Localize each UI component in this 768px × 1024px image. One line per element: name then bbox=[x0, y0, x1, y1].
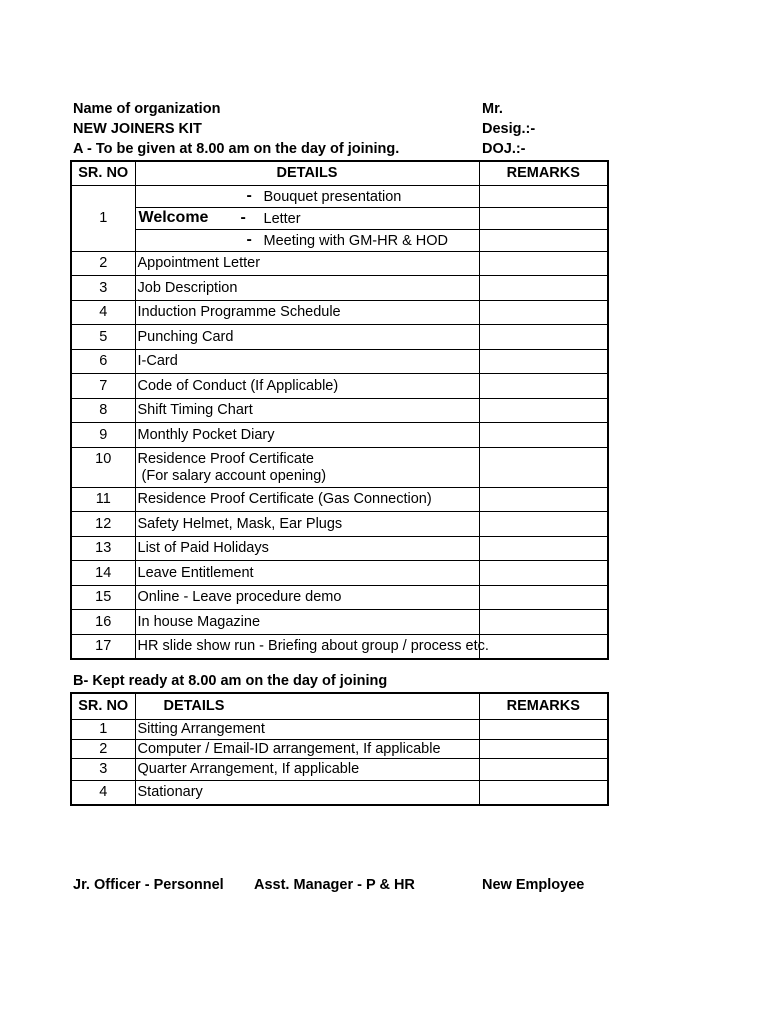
details-cell: Online - Leave procedure demo bbox=[135, 585, 479, 610]
details-cell: Monthly Pocket Diary bbox=[135, 423, 479, 448]
table-row bbox=[71, 207, 608, 229]
table-row bbox=[71, 251, 608, 276]
details-cell: Induction Programme Schedule bbox=[135, 300, 479, 325]
remarks-cell[interactable] bbox=[479, 229, 608, 251]
remarks-cell[interactable] bbox=[479, 758, 608, 780]
details-cell: Leave Entitlement bbox=[135, 561, 479, 586]
sr-number: 2 bbox=[71, 739, 135, 758]
remarks-cell[interactable] bbox=[479, 251, 608, 276]
welcome-label: Welcome bbox=[138, 208, 209, 226]
kit-title: NEW JOINERS KIT bbox=[73, 121, 202, 137]
details-line: Residence Proof Certificate bbox=[137, 450, 314, 467]
sr-number: 2 bbox=[71, 251, 135, 276]
signature-jr-officer: Jr. Officer - Personnel bbox=[73, 877, 224, 893]
sr-number: 4 bbox=[71, 300, 135, 325]
table-row bbox=[71, 229, 608, 251]
date-of-joining-label: DOJ.:- bbox=[482, 141, 526, 157]
col-remarks-header: REMARKS bbox=[479, 693, 608, 719]
sr-number: 11 bbox=[71, 487, 135, 512]
table-row bbox=[71, 276, 608, 301]
remarks-cell[interactable] bbox=[479, 610, 608, 635]
welcome-dash: - bbox=[246, 230, 252, 248]
table-b bbox=[70, 692, 609, 806]
remarks-cell[interactable] bbox=[479, 398, 608, 423]
sr-number: 1 bbox=[71, 719, 135, 739]
details-cell: HR slide show run - Briefing about group / process etc. bbox=[135, 634, 479, 659]
welcome-dash: - bbox=[240, 208, 246, 226]
welcome-item-text: Bouquet presentation bbox=[263, 188, 402, 205]
welcome-item-text: Meeting with GM-HR & HOD bbox=[263, 232, 449, 249]
table-row bbox=[71, 398, 608, 423]
sr-number: 3 bbox=[71, 758, 135, 780]
remarks-cell[interactable] bbox=[479, 207, 608, 229]
details-cell bbox=[135, 447, 479, 487]
remarks-cell[interactable] bbox=[479, 300, 608, 325]
mr-label: Mr. bbox=[482, 101, 503, 117]
col-remarks-header: REMARKS bbox=[479, 161, 608, 185]
remarks-cell[interactable] bbox=[479, 739, 608, 758]
table-row bbox=[71, 719, 608, 739]
sr-number: 10 bbox=[71, 447, 135, 487]
sr-number: 9 bbox=[71, 423, 135, 448]
signature-new-employee: New Employee bbox=[482, 877, 585, 893]
table-row bbox=[71, 487, 608, 512]
welcome-item bbox=[135, 207, 479, 229]
sr-number: 15 bbox=[71, 585, 135, 610]
remarks-cell[interactable] bbox=[479, 423, 608, 448]
details-cell: In house Magazine bbox=[135, 610, 479, 635]
remarks-cell[interactable] bbox=[479, 780, 608, 805]
details-cell: Quarter Arrangement, If applicable bbox=[135, 758, 479, 780]
remarks-cell[interactable] bbox=[479, 276, 608, 301]
remarks-cell[interactable] bbox=[479, 561, 608, 586]
details-cell: Appointment Letter bbox=[135, 251, 479, 276]
details-cell: Sitting Arrangement bbox=[135, 719, 479, 739]
section-a-title: A - To be given at 8.00 am on the day of joining. bbox=[73, 141, 400, 157]
remarks-cell[interactable] bbox=[479, 185, 608, 207]
details-cell: Residence Proof Certificate (Gas Connection) bbox=[135, 487, 479, 512]
col-sr-header: SR. NO bbox=[71, 161, 135, 185]
remarks-cell[interactable] bbox=[479, 512, 608, 537]
remarks-cell[interactable] bbox=[479, 536, 608, 561]
details-cell: List of Paid Holidays bbox=[135, 536, 479, 561]
signature-asst-manager: Asst. Manager - P & HR bbox=[254, 877, 415, 893]
details-cell: Computer / Email-ID arrangement, If applicable bbox=[135, 739, 479, 758]
details-cell: Safety Helmet, Mask, Ear Plugs bbox=[135, 512, 479, 537]
table-row bbox=[71, 780, 608, 805]
table-row bbox=[71, 739, 608, 758]
table-a-header-row bbox=[71, 161, 608, 185]
remarks-cell[interactable] bbox=[479, 374, 608, 399]
sr-number: 13 bbox=[71, 536, 135, 561]
details-cell: Shift Timing Chart bbox=[135, 398, 479, 423]
col-sr-header: SR. NO bbox=[71, 693, 135, 719]
table-row bbox=[71, 374, 608, 399]
remarks-cell[interactable] bbox=[479, 447, 608, 487]
sr-number: 17 bbox=[71, 634, 135, 659]
sr-number: 5 bbox=[71, 325, 135, 350]
table-row bbox=[71, 585, 608, 610]
table-row bbox=[71, 349, 608, 374]
remarks-cell[interactable] bbox=[479, 349, 608, 374]
remarks-cell[interactable] bbox=[479, 325, 608, 350]
table-row bbox=[71, 325, 608, 350]
sr-number: 4 bbox=[71, 780, 135, 805]
welcome-dash: - bbox=[246, 186, 252, 204]
table-row bbox=[71, 758, 608, 780]
sr-number: 14 bbox=[71, 561, 135, 586]
sr-number: 7 bbox=[71, 374, 135, 399]
sr-number: 6 bbox=[71, 349, 135, 374]
designation-label: Desig.:- bbox=[482, 121, 536, 137]
sr-number: 1 bbox=[71, 185, 135, 251]
remarks-cell[interactable] bbox=[479, 634, 608, 659]
col-details-header: DETAILS bbox=[135, 693, 479, 719]
section-b-title: B- Kept ready at 8.00 am on the day of joining bbox=[73, 673, 388, 689]
details-cell: Code of Conduct (If Applicable) bbox=[135, 374, 479, 399]
table-a bbox=[70, 160, 609, 660]
table-row bbox=[71, 300, 608, 325]
remarks-cell[interactable] bbox=[479, 719, 608, 739]
details-cell: I-Card bbox=[135, 349, 479, 374]
table-row bbox=[71, 447, 608, 487]
table-row bbox=[71, 610, 608, 635]
remarks-cell[interactable] bbox=[479, 585, 608, 610]
col-details-header: DETAILS bbox=[135, 161, 479, 185]
details-cell: Punching Card bbox=[135, 325, 479, 350]
sr-number: 3 bbox=[71, 276, 135, 301]
details-line: (For salary account opening) bbox=[137, 467, 327, 484]
table-row bbox=[71, 512, 608, 537]
details-cell: Job Description bbox=[135, 276, 479, 301]
table-row bbox=[71, 536, 608, 561]
table-row bbox=[71, 634, 608, 659]
sr-number: 8 bbox=[71, 398, 135, 423]
table-row bbox=[71, 561, 608, 586]
welcome-item bbox=[135, 185, 479, 207]
sr-number: 12 bbox=[71, 512, 135, 537]
welcome-item-text: Letter bbox=[263, 210, 301, 227]
organization-name-label: Name of organization bbox=[73, 101, 221, 117]
table-b-header-row bbox=[71, 693, 608, 719]
details-cell: Stationary bbox=[135, 780, 479, 805]
table-row bbox=[71, 423, 608, 448]
remarks-cell[interactable] bbox=[479, 487, 608, 512]
welcome-item bbox=[135, 229, 479, 251]
table-row bbox=[71, 185, 608, 207]
sr-number: 16 bbox=[71, 610, 135, 635]
